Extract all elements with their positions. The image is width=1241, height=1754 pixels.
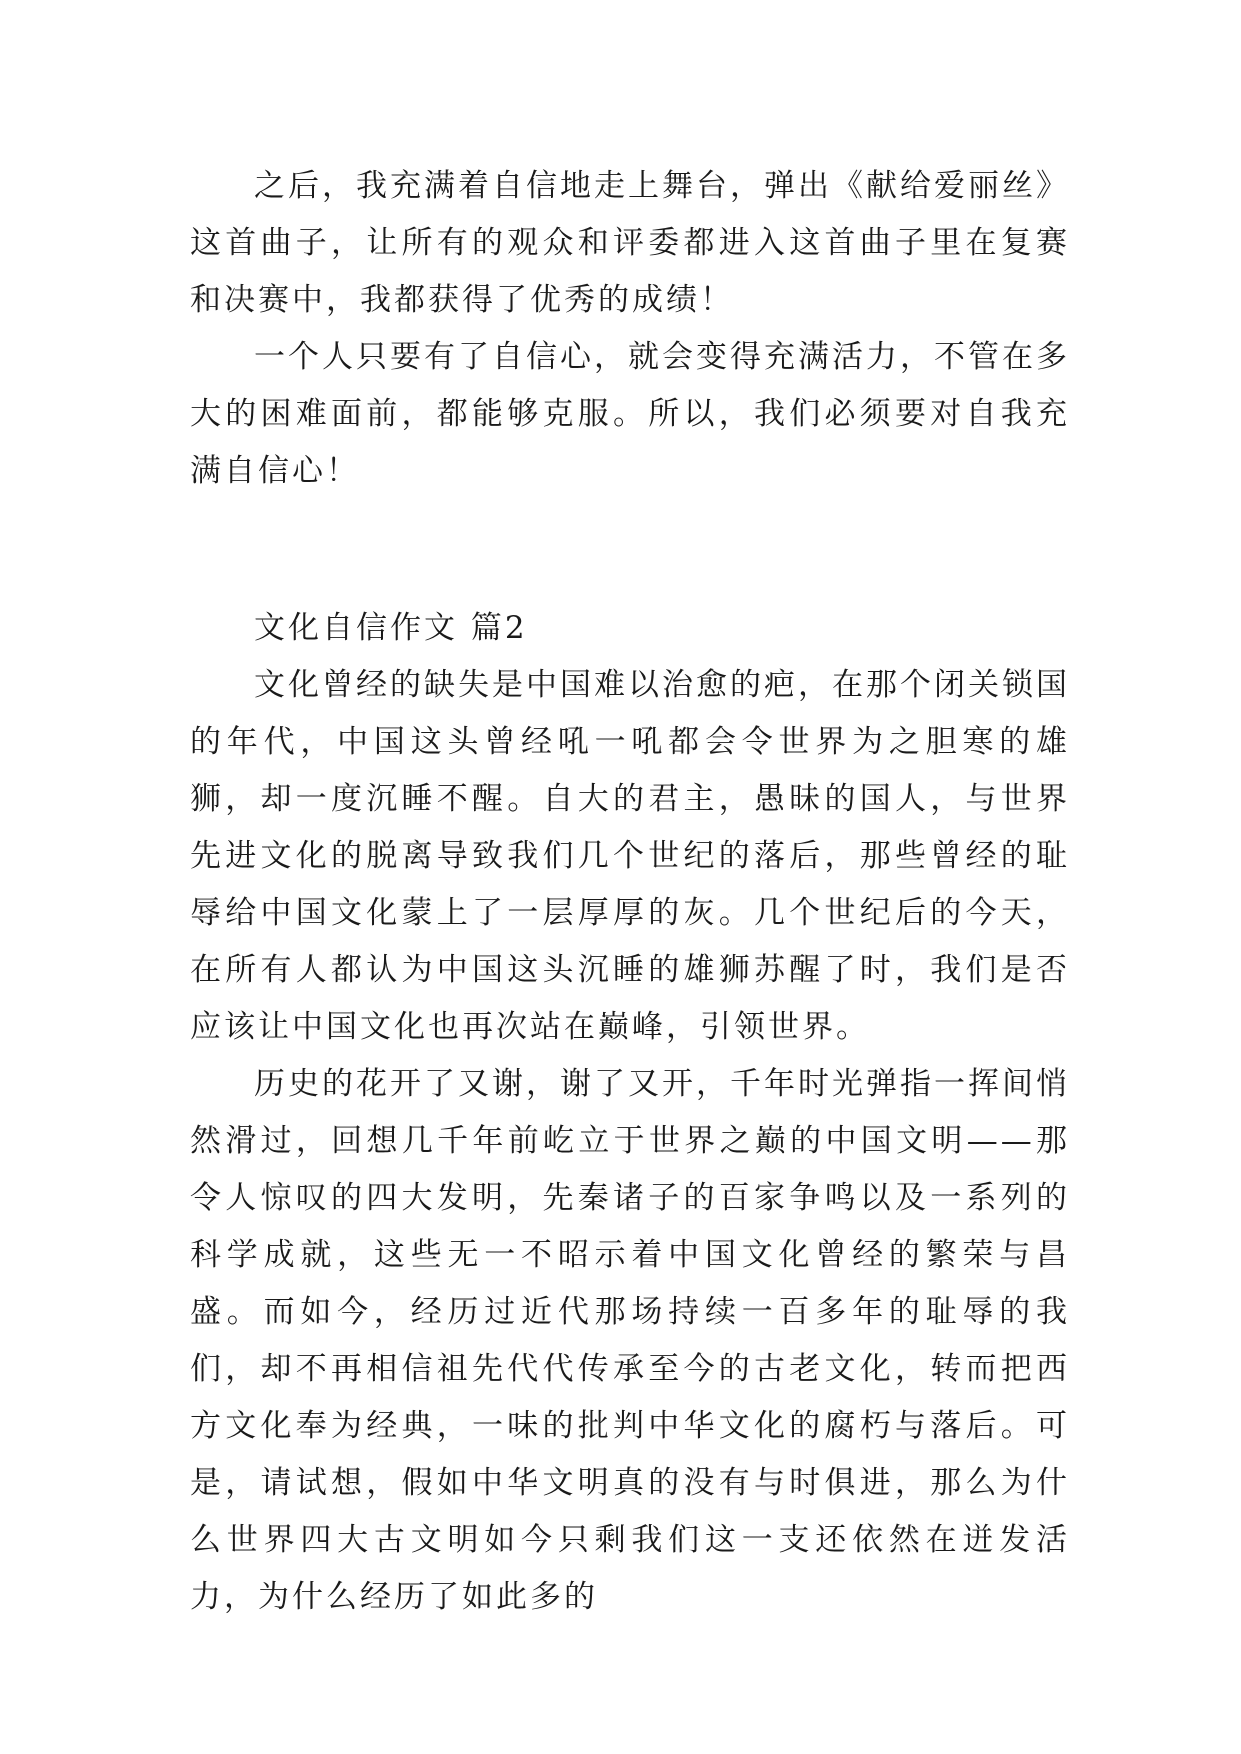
paragraph: 一个人只要有了自信心，就会变得充满活力，不管在多大的困难面前，都能够克服。所以，我们必须要对自我充满自信心！ <box>190 339 1070 489</box>
paragraph: 文化曾经的缺失是中国难以治愈的疤，在那个闭关锁国的年代，中国这头曾经吼一吼都会令世界为之胆寒的雄狮，却一度沉睡不醒。自大的君主，愚昧的国人，与世界先进文化的脱离导致我们几个世纪的落后，那些曾经的耻辱给中国文化蒙上了一层厚厚的灰。几个世纪后的今天，在所有人都认为中国这头沉睡的雄狮苏醒了时，我们是否应该让中国文化也再次站在巅峰，引领世界。 <box>190 667 1070 1045</box>
paragraph: 历史的花开了又谢，谢了又开，千年时光弹指一挥间悄然滑过，回想几千年前屹立于世界之巅的中国文明——那令人惊叹的四大发明，先秦诸子的百家争鸣以及一系列的科学成就，这些无一不昭示着中国文化曾经的繁荣与昌盛。而如今，经历过近代那场持续一百多年的耻辱的我们，却不再相信祖先代代传承至今的古老文化，转而把西方文化奉为经典，一味的批判中华文化的腐朽与落后。可是，请试想，假如中华文明真的没有与时俱进，那么为什么世界四大古文明如今只剩我们这一支还依然在迸发活力，为什么经历了如此多的 <box>190 1066 1070 1615</box>
document-page <box>190 158 1070 1626</box>
paragraph: 之后，我充满着自信地走上舞台，弹出《献给爱丽丝》这首曲子，让所有的观众和评委都进入这首曲子里在复赛和决赛中，我都获得了优秀的成绩！ <box>190 168 1070 318</box>
section-heading: 文化自信作文 篇2 <box>254 610 528 646</box>
